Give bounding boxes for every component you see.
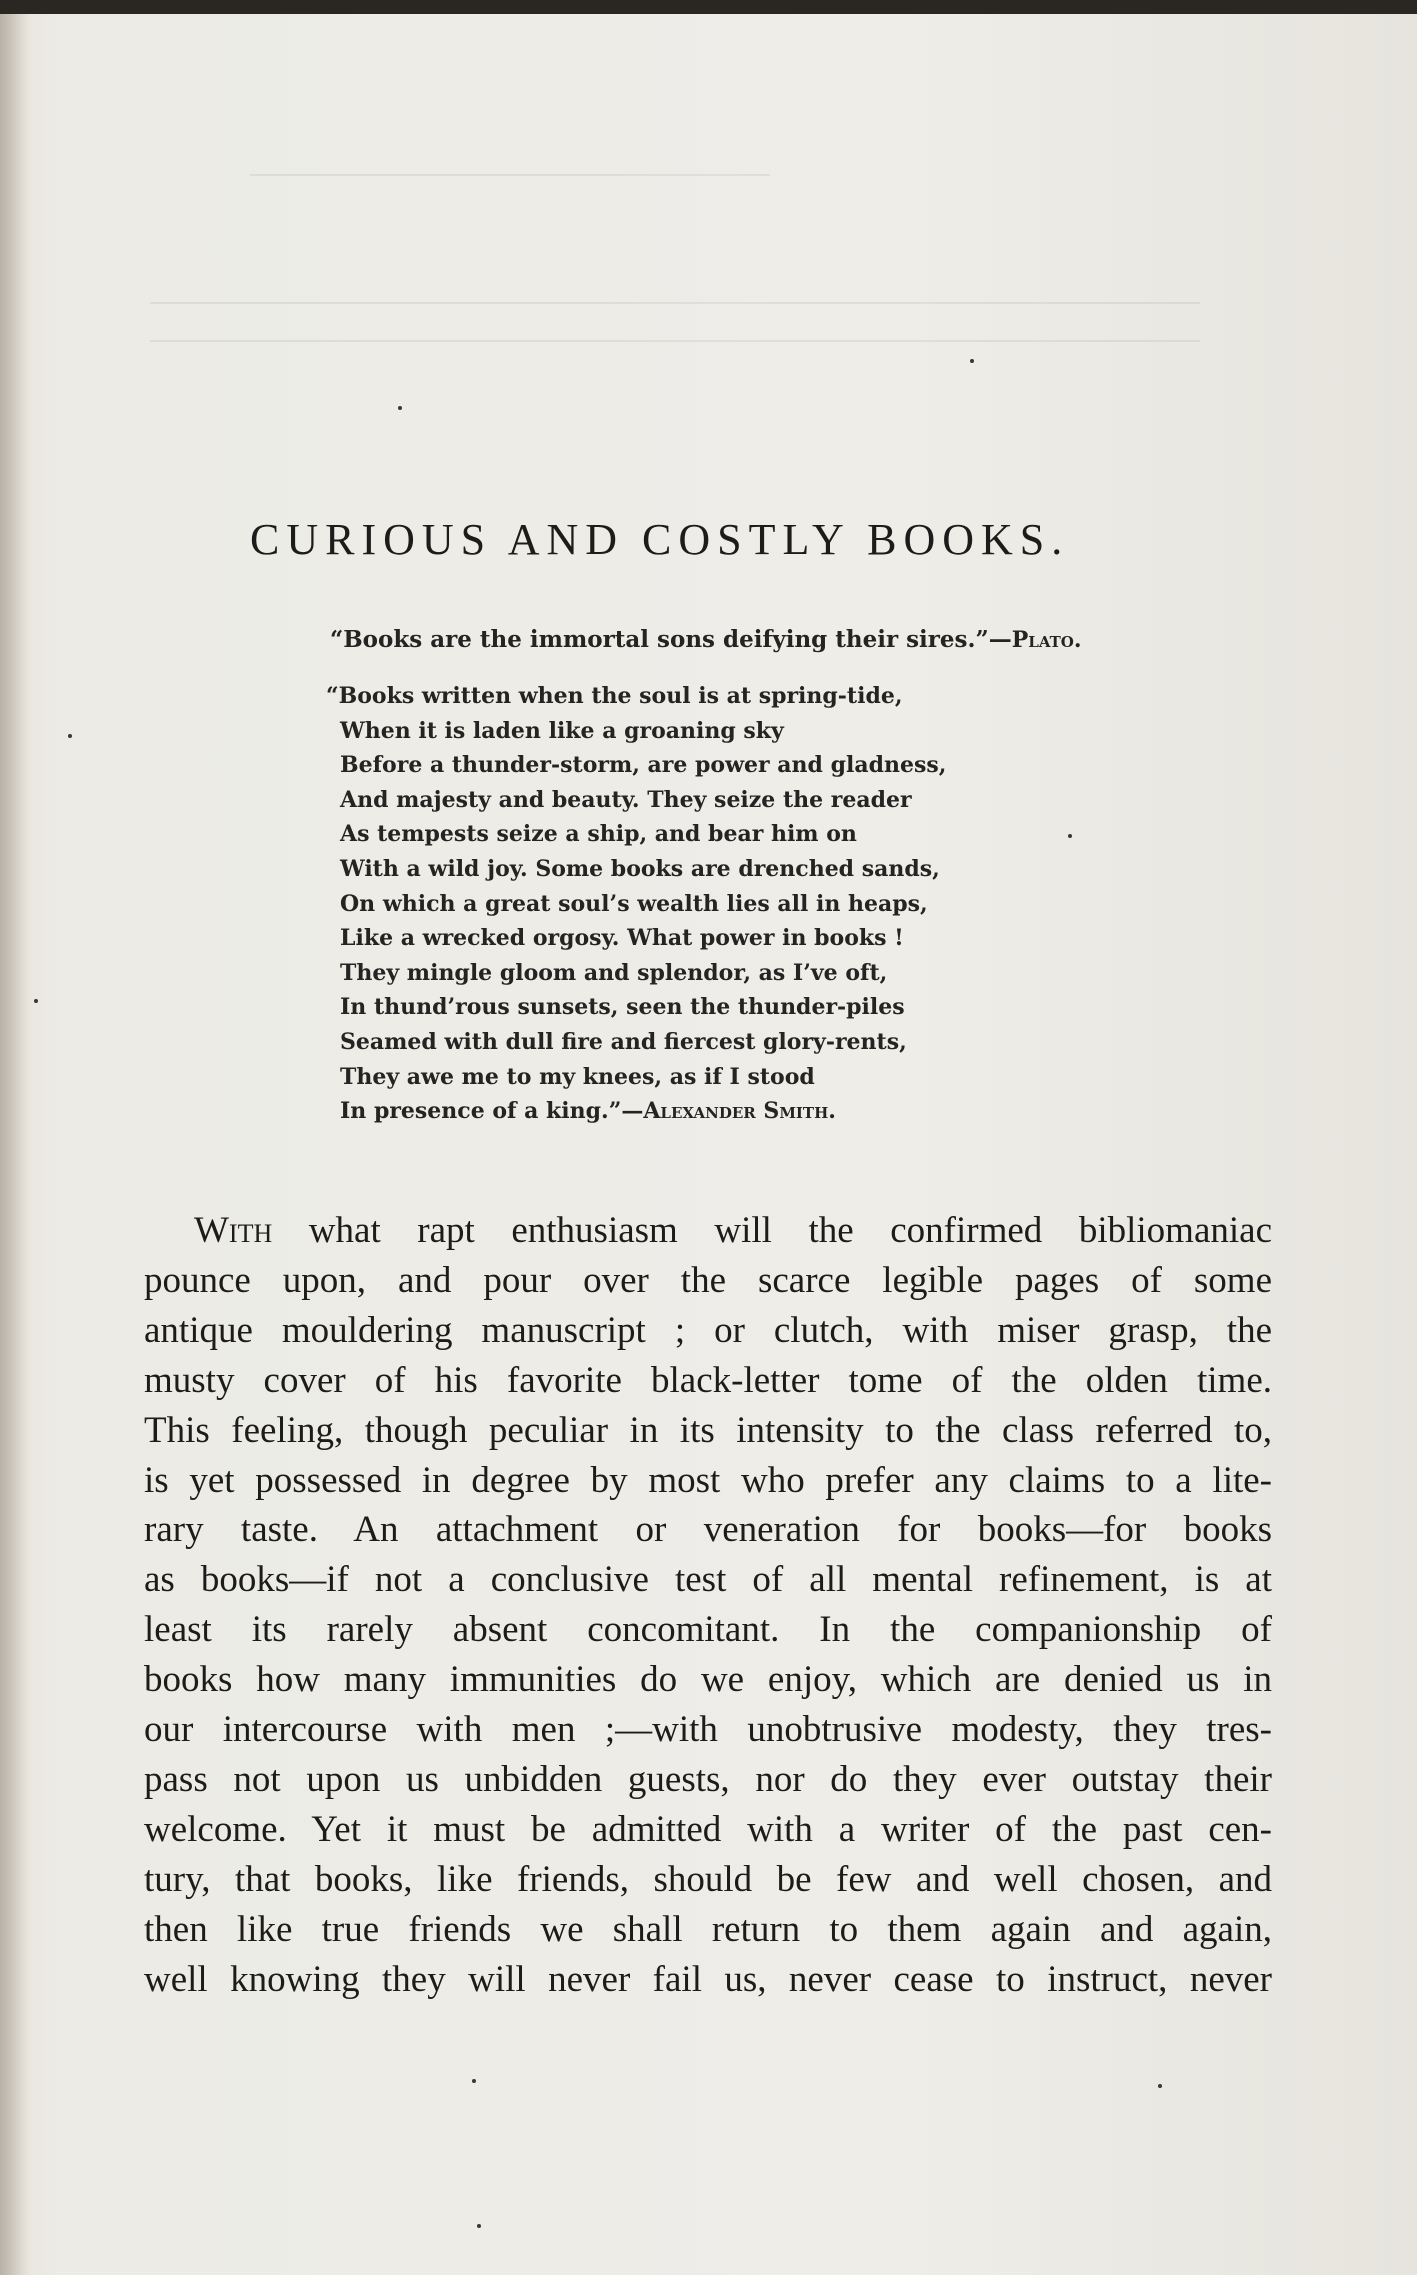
poem-line: Seamed with dull fire and fiercest glory-rents, xyxy=(340,1028,907,1055)
poem-line: “Books written when the soul is at spring-tide, xyxy=(326,683,903,709)
body-line: well knowing they will never fail us, never cease to instruct, never xyxy=(144,1958,1272,2000)
page-title: CURIOUS AND COSTLY BOOKS. xyxy=(250,515,1070,564)
body-line: pounce upon, and pour over the scarce legible pages of some xyxy=(144,1259,1272,1301)
poem-final-text: In presence of a king.”— xyxy=(340,1098,644,1125)
show-through-mark xyxy=(150,340,1200,342)
body-line xyxy=(144,1206,1272,1256)
opening-line-text: what rapt enthusiasm will the confirmed bibliomaniac xyxy=(272,1210,1272,1251)
book-page xyxy=(0,14,1417,2275)
gutter-shadow xyxy=(0,14,30,2275)
body-line: antique mouldering manuscript ; or clutch, with miser grasp, the xyxy=(144,1309,1272,1351)
paper-speck xyxy=(970,359,974,363)
paper-speck xyxy=(398,406,402,410)
body-line: is yet possessed in degree by most who prefer any claims to a lite- xyxy=(144,1459,1272,1501)
body-line: least its rarely absent concomitant. In the companionship of xyxy=(144,1609,1272,1651)
epigraph-quote: “Books are the immortal sons deifying their sires.”— xyxy=(330,626,1012,653)
poem-line: When it is laden like a groaning sky xyxy=(340,717,784,744)
poem-line: They awe me to my knees, as if I stood xyxy=(340,1063,815,1090)
poem-line: As tempests seize a ship, and bear him on xyxy=(340,821,857,848)
paper-speck xyxy=(1068,834,1072,838)
body-line: books how many immunities do we enjoy, which are denied us in xyxy=(144,1659,1272,1701)
poem-line: They mingle gloom and splendor, as I’ve oft, xyxy=(340,959,888,986)
paper-speck xyxy=(472,2079,476,2083)
opening-word: With xyxy=(194,1210,273,1251)
body-paragraph xyxy=(144,1206,1272,2005)
epigraph-author: Plato. xyxy=(1011,627,1082,653)
body-line: rary taste. An attachment or veneration for books—for books xyxy=(144,1509,1272,1551)
body-line: tury, that books, like friends, should be few and well chosen, and xyxy=(144,1858,1272,1900)
poem-final-line xyxy=(326,1094,1026,1129)
body-line: This feeling, though peculiar in its intensity to the class referred to, xyxy=(144,1409,1272,1451)
body-line: musty cover of his favorite black-letter tome of the olden time. xyxy=(144,1359,1272,1401)
body-line: welcome. Yet it must be admitted with a writer of the past cen- xyxy=(144,1808,1272,1850)
epigraph xyxy=(330,626,1082,653)
body-line: as books—if not a conclusive test of all mental refinement, is at xyxy=(144,1559,1272,1601)
poem-line: In thund’rous sunsets, seen the thunder-piles xyxy=(340,994,905,1021)
paper-speck xyxy=(68,734,72,738)
poem-line: And majesty and beauty. They seize the reader xyxy=(340,786,912,813)
paper-speck xyxy=(1158,2084,1162,2088)
body-line: then like true friends we shall return to them again and again, xyxy=(144,1908,1272,1950)
poem xyxy=(326,679,1026,1129)
body-line: our intercourse with men ;—with unobtrusive modesty, they tres- xyxy=(144,1709,1272,1751)
poem-author: Alexander Smith. xyxy=(643,1098,836,1125)
poem-line: With a wild joy. Some books are drenched sands, xyxy=(340,855,940,882)
poem-line: Like a wrecked orgosy. What power in books ! xyxy=(340,925,904,952)
paper-speck xyxy=(34,999,38,1003)
poem-line: Before a thunder-storm, are power and gladness, xyxy=(340,752,947,779)
show-through-mark xyxy=(150,302,1200,304)
body-line: pass not upon us unbidden guests, nor do they ever outstay their xyxy=(144,1758,1272,1800)
paper-speck xyxy=(477,2224,481,2228)
poem-line: On which a great soul’s wealth lies all in heaps, xyxy=(340,890,928,917)
show-through-mark xyxy=(250,174,770,176)
